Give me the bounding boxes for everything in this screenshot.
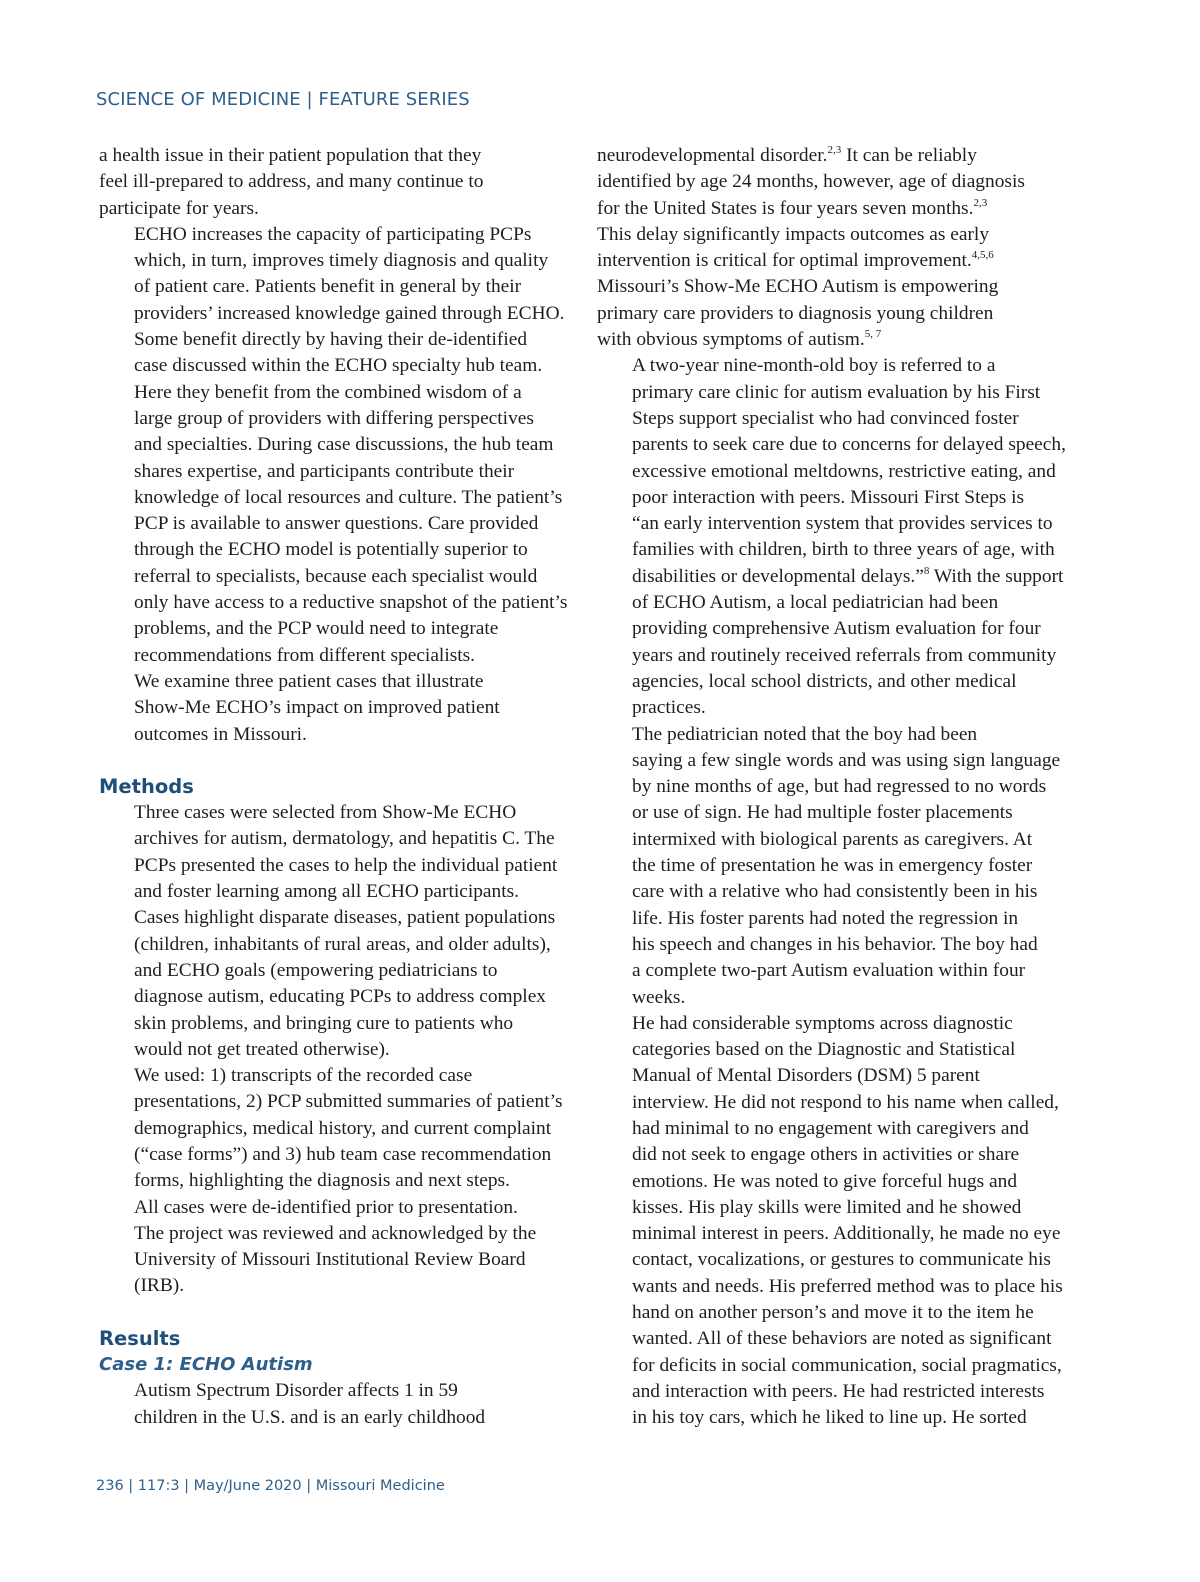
text-line: excessive emotional meltdowns, restrictive eating, and bbox=[632, 460, 1056, 482]
text-line: Manual of Mental Disorders (DSM) 5 parent bbox=[632, 1065, 980, 1087]
text-line: had minimal to no engagement with caregivers and bbox=[632, 1117, 1029, 1139]
text-line: ECHO increases the capacity of participating PCPs bbox=[134, 223, 532, 245]
text-line: Cases highlight disparate diseases, patient populations bbox=[134, 907, 556, 929]
text-line: and ECHO goals (empowering pediatricians to bbox=[134, 959, 498, 981]
paragraph bbox=[99, 800, 577, 1063]
text-line: years and routinely received referrals from community bbox=[632, 644, 1057, 666]
text-line: shares expertise, and participants contribute their bbox=[134, 460, 515, 482]
running-header: SCIENCE OF MEDICINE | FEATURE SERIES bbox=[96, 89, 470, 110]
text-line: providers’ increased knowledge gained through ECHO. bbox=[134, 302, 565, 324]
text-line: emotions. He was noted to give forceful hugs and bbox=[632, 1170, 1018, 1192]
citation: 2,3 bbox=[973, 196, 988, 209]
text-line: case discussed within the ECHO specialty hub team. bbox=[134, 355, 543, 377]
paragraph: A two-year nine-month-old boy is referred to a primary care clinic for autism evaluation by his First Steps support specialist who had convinced foster parents to seek care due to concerns for delayed speech, excessive emotional meltdowns, restrictive eating, and poor interaction with peers. Missouri First Steps is “an early intervention system that provides services to families with children, birth to three years of age, with disabilities or developmental delays.”$^8$ With the support of ECHO Autism, a local pediatrician had been providing comprehensive Autism evaluation for four years and routinely received referrals from community agencies, local school districts, and other medical practices. bbox=[597, 353, 1075, 721]
text-line: referral to specialists, because each specialist would bbox=[134, 565, 538, 587]
text-line: interview. He did not respond to his name when called, bbox=[632, 1091, 1059, 1113]
text-line: knowledge of local resources and culture. The patient’s bbox=[134, 486, 563, 508]
paragraph bbox=[99, 143, 577, 222]
text-line: Steps support specialist who had convinced foster bbox=[632, 407, 1019, 429]
section-heading-results: Results bbox=[99, 1326, 181, 1350]
text-line: did not seek to engage others in activities or share bbox=[632, 1144, 1020, 1166]
text-line: A two-year nine-month-old boy is referred to a bbox=[632, 355, 996, 377]
text-line: and interaction with peers. He had restricted interests bbox=[632, 1380, 1045, 1402]
text-line: Here they benefit from the combined wisdom of a bbox=[134, 381, 522, 403]
paragraph bbox=[99, 669, 577, 748]
text-line: presentations, 2) PCP submitted summaries of patient’s bbox=[134, 1091, 563, 1113]
paragraph bbox=[597, 1011, 1075, 1432]
text-line: forms, highlighting the diagnosis and next steps. bbox=[134, 1170, 510, 1192]
text-line: and specialties. During case discussions, the hub team bbox=[134, 434, 554, 456]
text-line: hand on another person’s and move it to the item he bbox=[632, 1302, 1034, 1324]
text-line: children in the U.S. and is an early childhood bbox=[134, 1406, 486, 1428]
paragraph bbox=[597, 722, 1075, 1011]
text-line: a complete two-part Autism evaluation within four bbox=[632, 960, 1026, 982]
text-line: providing comprehensive Autism evaluation for four bbox=[632, 618, 1041, 640]
paragraph bbox=[99, 1378, 577, 1431]
text-line: for deficits in social communication, social pragmatics, bbox=[632, 1354, 1062, 1376]
text-line: participate for years. bbox=[99, 197, 259, 219]
paragraph bbox=[99, 1063, 577, 1300]
section-heading-methods: Methods bbox=[99, 774, 194, 798]
text-line: archives for autism, dermatology, and hepatitis C. The bbox=[134, 828, 555, 850]
text-line: PCPs presented the cases to help the individual patient bbox=[134, 854, 558, 876]
text-line: recommendations from different specialists. bbox=[134, 644, 476, 666]
right-column bbox=[597, 143, 1075, 1432]
text-line: Some benefit directly by having their de-identified bbox=[134, 329, 528, 351]
text-line: agencies, local school districts, and other medical bbox=[632, 670, 1017, 692]
text-line: outcomes in Missouri. bbox=[134, 723, 307, 745]
text-line: weeks. bbox=[632, 986, 686, 1008]
text-line: categories based on the Diagnostic and Statistical bbox=[632, 1039, 1016, 1061]
text-line: of patient care. Patients benefit in general by their bbox=[134, 276, 522, 298]
paragraph bbox=[99, 222, 577, 669]
citation: 2,3 bbox=[827, 144, 842, 156]
text-line: only have access to a reductive snapshot of the patient’s bbox=[134, 592, 568, 614]
text-line: minimal interest in peers. Additionally, he made no eye bbox=[632, 1223, 1061, 1245]
text-line: We used: 1) transcripts of the recorded case bbox=[134, 1065, 473, 1087]
text-line: The pediatrician noted that the boy had been bbox=[632, 723, 978, 745]
text-line: kisses. His play skills were limited and he showed bbox=[632, 1196, 1022, 1218]
text-line: primary care clinic for autism evaluation by his First bbox=[632, 381, 1041, 403]
citation: 4,5,6 bbox=[971, 249, 994, 262]
text-line: feel ill-prepared to address, and many continue to bbox=[99, 171, 484, 193]
text-line: All cases were de-identified prior to presentation. bbox=[134, 1196, 518, 1218]
text-line: University of Missouri Institutional Review Board bbox=[134, 1249, 526, 1271]
text-line: his speech and changes in his behavior. The boy had bbox=[632, 933, 1038, 955]
text-line: intermixed with biological parents as caregivers. At bbox=[632, 828, 1033, 850]
text-line: poor interaction with peers. Missouri First Steps is bbox=[632, 486, 1025, 508]
text-line: (“case forms”) and 3) hub team case recommendation bbox=[134, 1143, 552, 1165]
text-line: saying a few single words and was using sign language bbox=[632, 749, 1061, 771]
text-line: wanted. All of these behaviors are noted as significant bbox=[632, 1328, 1052, 1350]
page-footer: 236 | 117:3 | May/June 2020 | Missouri Medicine bbox=[96, 1478, 445, 1494]
text-line: which, in turn, improves timely diagnosis and quality bbox=[134, 250, 549, 272]
text-line: contact, vocalizations, or gestures to communicate his bbox=[632, 1249, 1051, 1271]
text-line: practices. bbox=[632, 697, 706, 719]
text-line: demographics, medical history, and current complaint bbox=[134, 1117, 552, 1139]
text-line: through the ECHO model is potentially superior to bbox=[134, 539, 528, 561]
text-line: families with children, birth to three years of age, with bbox=[632, 539, 1055, 561]
text-line: (IRB). bbox=[134, 1275, 185, 1297]
text-line: (children, inhabitants of rural areas, and older adults), bbox=[134, 933, 551, 955]
left-column bbox=[99, 143, 577, 1431]
text-line: by nine months of age, but had regressed to no words bbox=[632, 776, 1047, 798]
text-line: a health issue in their patient population that they bbox=[99, 145, 482, 166]
paragraph: neurodevelopmental disorder.$^{2,3}$ It can be reliably identified by age 24 months, however, age of diagnosis for the United States is four years seven months.$^{2,3}$ This delay significantly impacts outcomes as early intervention is critical for optimal improvement.$^{4,5,6}$ Missouri’s Show-Me ECHO Autism is empowering primary care providers to diagnosis young children with obvious symptoms of autism.$^{5, 7}$ bbox=[597, 144, 1025, 351]
text-line: We examine three patient cases that illustrate bbox=[134, 670, 484, 692]
text-line: wants and needs. His preferred method was to place his bbox=[632, 1275, 1063, 1297]
text-line: PCP is available to answer questions. Care provided bbox=[134, 513, 539, 535]
text-line: parents to seek care due to concerns for delayed speech, bbox=[632, 434, 1066, 456]
text-line: skin problems, and bringing cure to patients who bbox=[134, 1012, 514, 1034]
text-line: life. His foster parents had noted the regression in bbox=[632, 907, 1019, 929]
text-line: The project was reviewed and acknowledged by the bbox=[134, 1222, 537, 1244]
text-line: large group of providers with differing perspectives bbox=[134, 407, 534, 429]
citation: 5, 7 bbox=[864, 328, 882, 341]
text-line: in his toy cars, which he liked to line up. He sorted bbox=[632, 1407, 1027, 1429]
text-line: “an early intervention system that provides services to bbox=[632, 513, 1053, 535]
text-line: problems, and the PCP would need to integrate bbox=[134, 618, 499, 640]
text-line: or use of sign. He had multiple foster placements bbox=[632, 802, 1013, 824]
text-line: would not get treated otherwise). bbox=[134, 1038, 390, 1060]
text-line: Autism Spectrum Disorder affects 1 in 59 bbox=[134, 1380, 458, 1402]
text-line: the time of presentation he was in emergency foster bbox=[632, 855, 1033, 877]
text-line: care with a relative who had consistently been in his bbox=[632, 881, 1038, 903]
subsection-heading-case1: Case 1: ECHO Autism bbox=[99, 1354, 313, 1376]
text-line: He had considerable symptoms across diagnostic bbox=[632, 1012, 1013, 1034]
citation: 8 bbox=[923, 564, 930, 577]
text-line: diagnose autism, educating PCPs to address complex bbox=[134, 986, 546, 1008]
text-line: Show-Me ECHO’s impact on improved patient bbox=[134, 697, 500, 719]
text-line: Three cases were selected from Show-Me ECHO bbox=[134, 802, 517, 824]
text-line: of ECHO Autism, a local pediatrician had been bbox=[632, 592, 999, 614]
text-line: and foster learning among all ECHO participants. bbox=[134, 881, 520, 903]
